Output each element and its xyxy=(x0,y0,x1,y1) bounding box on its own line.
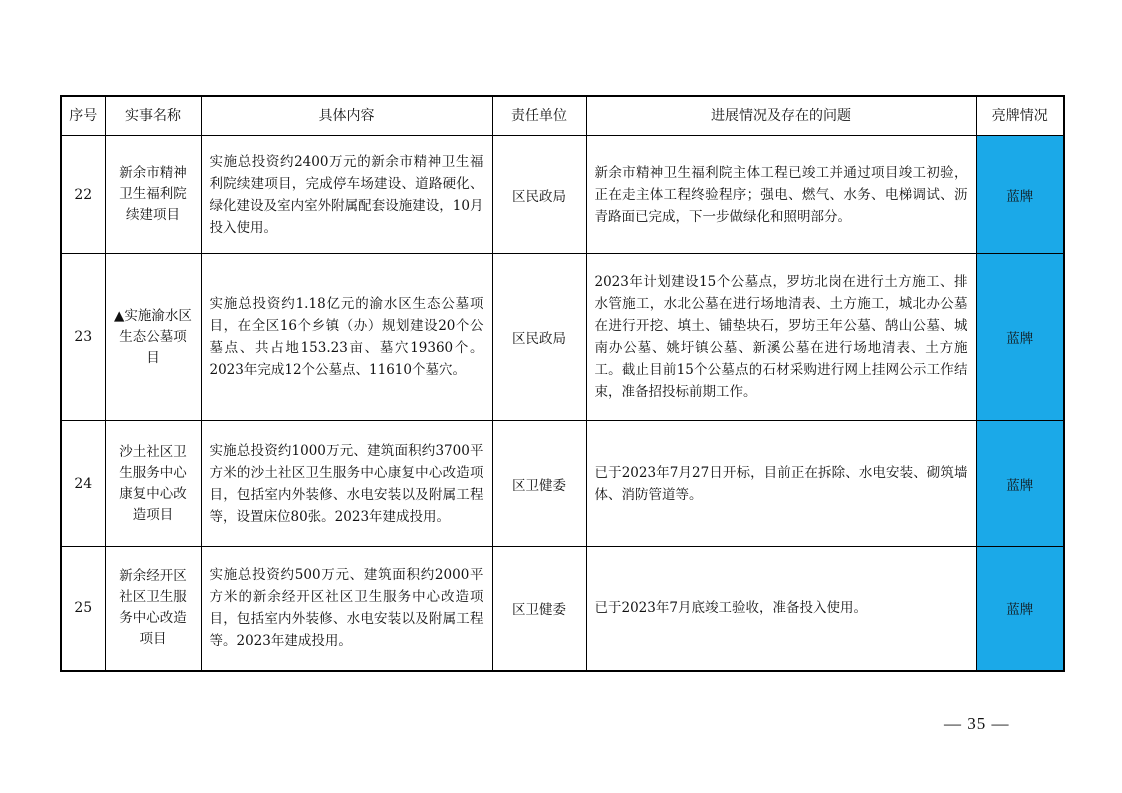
progress-text: 新余市精神卫生福利院主体工程已竣工并通过项目竣工初验，正在走主体工程终验程序；强电、燃气、水务、电梯调试、沥青路面已完成，下一步做绿化和照明部分。 xyxy=(586,136,976,254)
project-name: 沙土社区卫生服务中心康复中心改造项目 xyxy=(105,421,201,547)
project-content: 实施总投资约1.18亿元的渝水区生态公墓项目，在全区16个乡镇（办）规划建设20个公墓点、共占地153.23亩、墓穴19360个。2023年完成12个公墓点、11610个墓穴。 xyxy=(201,254,492,421)
responsible-unit: 区民政局 xyxy=(492,136,586,254)
header-unit: 责任单位 xyxy=(492,96,586,136)
progress-text: 2023年计划建设15个公墓点，罗坊北岗在进行土方施工、排水管施工，水北公墓在进行场地清表、土方施工，城北办公墓在进行开挖、填土、铺垫块石，罗坊王年公墓、鹄山公墓、城南办公墓、姚圩镇公墓、新溪公墓在进行场地清表、土方施工。截止目前15个公墓点的石材采购进行网上挂网公示工作结束，准备招投标前期工作。 xyxy=(586,254,976,421)
progress-text: 已于2023年7月27日开标，目前正在拆除、水电安装、砌筑墙体、消防管道等。 xyxy=(586,421,976,547)
header-name: 实事名称 xyxy=(105,96,201,136)
row-number: 25 xyxy=(61,547,105,671)
progress-text: 已于2023年7月底竣工验收，准备投入使用。 xyxy=(586,547,976,671)
project-content: 实施总投资约1000万元、建筑面积约3700平方米的沙土社区卫生服务中心康复中心改造项目，包括室内外装修、水电安装以及附属工程等，设置床位80张。2023年建成投用。 xyxy=(201,421,492,547)
table-header-row xyxy=(61,96,1064,136)
table-row xyxy=(61,136,1064,254)
status-badge: 蓝牌 xyxy=(976,421,1064,547)
project-name: 新余市精神卫生福利院续建项目 xyxy=(105,136,201,254)
table-row xyxy=(61,421,1064,547)
project-content: 实施总投资约2400万元的新余市精神卫生福利院续建项目，完成停车场建设、道路硬化、绿化建设及室内室外附属配套设施建设，10月投入使用。 xyxy=(201,136,492,254)
progress-table xyxy=(60,95,1065,672)
header-progress: 进展情况及存在的问题 xyxy=(586,96,976,136)
project-content: 实施总投资约500万元、建筑面积约2000平方米的新余经开区社区卫生服务中心改造项目，包括室内外装修、水电安装以及附属工程等。2023年建成投用。 xyxy=(201,547,492,671)
table-row xyxy=(61,254,1064,421)
row-number: 23 xyxy=(61,254,105,421)
responsible-unit: 区民政局 xyxy=(492,254,586,421)
project-name: ▲实施渝水区生态公墓项目 xyxy=(105,254,201,421)
table-row xyxy=(61,547,1064,671)
status-badge: 蓝牌 xyxy=(976,136,1064,254)
row-number: 24 xyxy=(61,421,105,547)
status-badge: 蓝牌 xyxy=(976,547,1064,671)
responsible-unit: 区卫健委 xyxy=(492,547,586,671)
project-name: 新余经开区社区卫生服务中心改造项目 xyxy=(105,547,201,671)
row-number: 22 xyxy=(61,136,105,254)
status-badge: 蓝牌 xyxy=(976,254,1064,421)
page-number: — 35 — xyxy=(944,714,1010,733)
header-num: 序号 xyxy=(61,96,105,136)
responsible-unit: 区卫健委 xyxy=(492,421,586,547)
header-content: 具体内容 xyxy=(201,96,492,136)
header-status: 亮牌情况 xyxy=(976,96,1064,136)
